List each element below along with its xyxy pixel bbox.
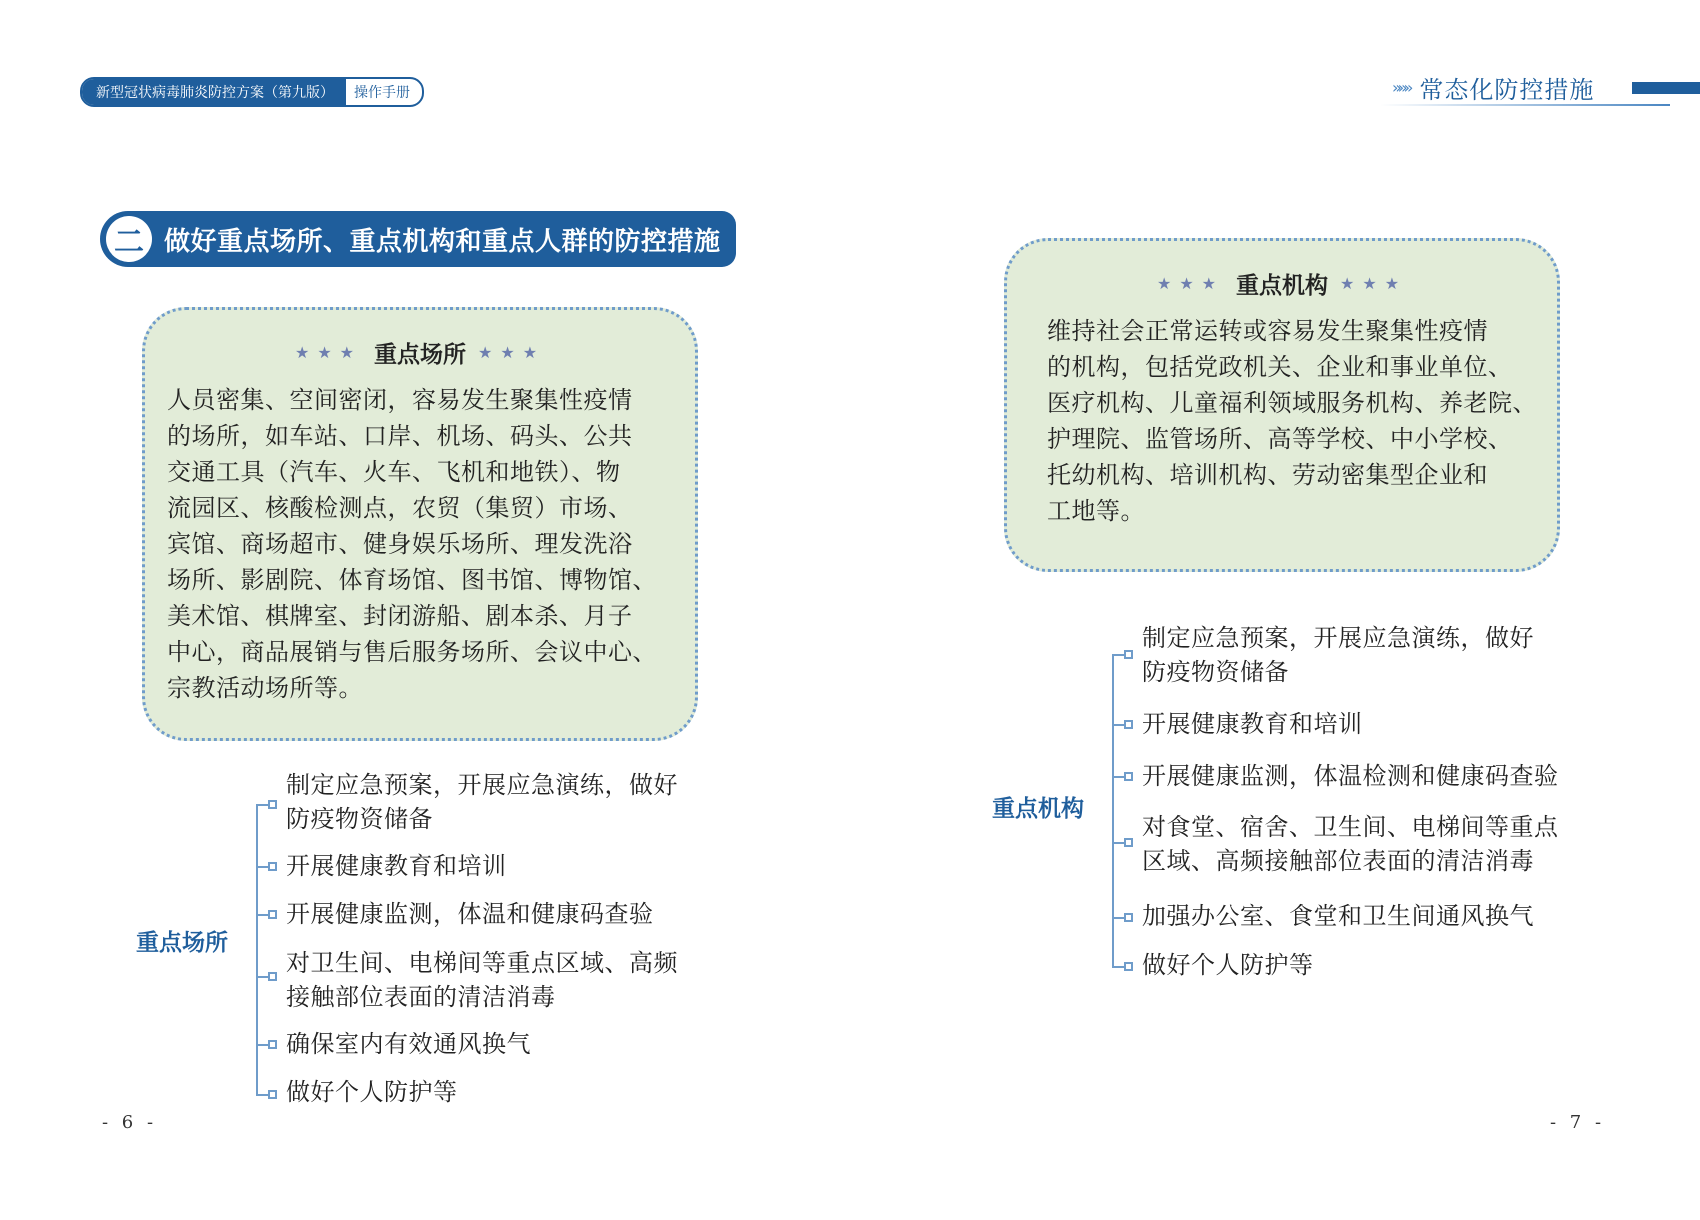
page-number-right: - 7 -: [1550, 1112, 1606, 1133]
tree-branch: [256, 976, 268, 978]
tree-branch: [1112, 776, 1124, 778]
tree-branch: [1112, 966, 1124, 968]
stars-left-icon: ★★★: [1156, 274, 1224, 293]
stars-right-icon: ★★★: [1340, 274, 1408, 293]
card-title-row: [1007, 267, 1557, 300]
card-line: 流园区、核酸检测点，农贸（集贸）市场、: [167, 494, 633, 522]
tree-item: [286, 897, 654, 931]
tree-branch: [256, 1044, 268, 1046]
tree-item-line: 确保室内有效通风换气: [286, 1030, 531, 1058]
header-tag: [80, 77, 424, 107]
tree-item: [286, 768, 678, 836]
square-node-icon: [1124, 720, 1133, 729]
page-number-left: - 6 -: [102, 1112, 158, 1133]
card-line: 宗教活动场所等。: [167, 674, 363, 702]
tree-item-line: 接触部位表面的清洁消毒: [286, 983, 556, 1011]
tree-item-line: 对食堂、宿舍、卫生间、电梯间等重点: [1142, 813, 1559, 841]
tree-item: [286, 1027, 531, 1061]
square-node-icon: [1124, 650, 1133, 659]
card-line: 交通工具（汽车、火车、飞机和地铁）、物: [167, 458, 621, 486]
square-node-icon: [1124, 838, 1133, 847]
tree-item: [1142, 899, 1534, 933]
card-line: 的场所，如车站、口岸、机场、码头、公共: [167, 422, 633, 450]
square-node-icon: [268, 910, 277, 919]
tree-item: [1142, 621, 1534, 689]
tree-item-line: 开展健康监测，体温和健康码查验: [286, 900, 654, 928]
card-line: 维持社会正常运转或容易发生聚集性疫情: [1047, 317, 1488, 345]
key-institutions-card: [1004, 238, 1560, 572]
tree-item-line: 加强办公室、食堂和卫生间通风换气: [1142, 902, 1534, 930]
tree-item: [1142, 707, 1363, 741]
stars-right-icon: ★★★: [478, 343, 546, 362]
card-line: 护理院、监管场所、高等学校、中小学校、: [1047, 425, 1513, 453]
tree-branch: [256, 804, 268, 806]
tree-branch: [256, 1094, 268, 1096]
card-line: 医疗机构、儿童福利领域服务机构、养老院、: [1047, 389, 1537, 417]
square-node-icon: [268, 1090, 277, 1099]
tree-item-line: 开展健康监测，体温检测和健康码查验: [1142, 762, 1559, 790]
section-number-badge: 二: [106, 216, 152, 262]
card-body: [167, 382, 687, 706]
tree-trunk: [256, 804, 258, 1096]
tree-item-line: 制定应急预案，开展应急演练，做好: [1142, 624, 1534, 652]
key-places-card: [142, 307, 698, 741]
tree-item: [1142, 759, 1559, 793]
card-line: 的机构，包括党政机关、企业和事业单位、: [1047, 353, 1513, 381]
header-underline: [1380, 104, 1670, 106]
card-line: 人员密集、空间密闭，容易发生聚集性疫情: [167, 386, 633, 414]
tree-item: [286, 1075, 458, 1109]
tree-label: 重点机构: [992, 796, 1084, 822]
tree-branch: [1112, 724, 1124, 726]
tree-item-line: 做好个人防护等: [286, 1078, 458, 1106]
tree-item-line: 开展健康教育和培训: [286, 852, 507, 880]
card-title: 重点场所: [374, 342, 466, 368]
card-title: 重点机构: [1236, 273, 1328, 299]
tree-item-line: 防疫物资储备: [286, 805, 433, 833]
section-title-banner: [100, 211, 736, 267]
tree-item: [286, 946, 678, 1014]
tree-item-line: 区域、高频接触部位表面的清洁消毒: [1142, 847, 1534, 875]
tree-branch: [256, 866, 268, 868]
header-sub-label: 操作手册: [354, 85, 410, 101]
tree-branch: [1112, 654, 1124, 656]
square-node-icon: [1124, 772, 1133, 781]
square-node-icon: [268, 972, 277, 981]
card-line: 美术馆、棋牌室、封闭游船、剧本杀、月子: [167, 602, 633, 630]
tree-item-line: 开展健康教育和培训: [1142, 710, 1363, 738]
tree-item-line: 对卫生间、电梯间等重点区域、高频: [286, 949, 678, 977]
right-header: [1392, 70, 1594, 105]
tree-item-line: 制定应急预案，开展应急演练，做好: [286, 771, 678, 799]
tree-branch: [1112, 917, 1124, 919]
square-node-icon: [268, 800, 277, 809]
tree-branch: [1112, 842, 1124, 844]
stars-left-icon: ★★★: [294, 343, 362, 362]
chevrons-icon: »»»: [1392, 78, 1410, 97]
header-accent-bar: [1632, 82, 1700, 94]
tree-item: [1142, 810, 1559, 878]
square-node-icon: [268, 862, 277, 871]
tree-item: [286, 849, 507, 883]
header-main-label: 新型冠状病毒肺炎防控方案（第九版）: [82, 79, 346, 105]
tree-item-line: 做好个人防护等: [1142, 951, 1314, 979]
tree-branch: [256, 914, 268, 916]
tree-label: 重点场所: [136, 930, 228, 956]
card-line: 中心，商品展销与售后服务场所、会议中心、: [167, 638, 657, 666]
right-header-title: 常态化防控措施: [1419, 76, 1595, 104]
card-line: 宾馆、商场超市、健身娱乐场所、理发洗浴: [167, 530, 633, 558]
tree-trunk: [1112, 654, 1114, 968]
card-title-row: [145, 336, 695, 369]
card-line: 场所、影剧院、体育场馆、图书馆、博物馆、: [167, 566, 657, 594]
square-node-icon: [268, 1040, 277, 1049]
section-title: 做好重点场所、重点机构和重点人群的防控措施: [164, 226, 721, 257]
card-line: 工地等。: [1047, 497, 1145, 525]
square-node-icon: [1124, 962, 1133, 971]
card-line: 托幼机构、培训机构、劳动密集型企业和: [1047, 461, 1488, 489]
square-node-icon: [1124, 913, 1133, 922]
tree-item: [1142, 948, 1314, 982]
tree-item-line: 防疫物资储备: [1142, 658, 1289, 686]
card-body: [1047, 313, 1537, 529]
